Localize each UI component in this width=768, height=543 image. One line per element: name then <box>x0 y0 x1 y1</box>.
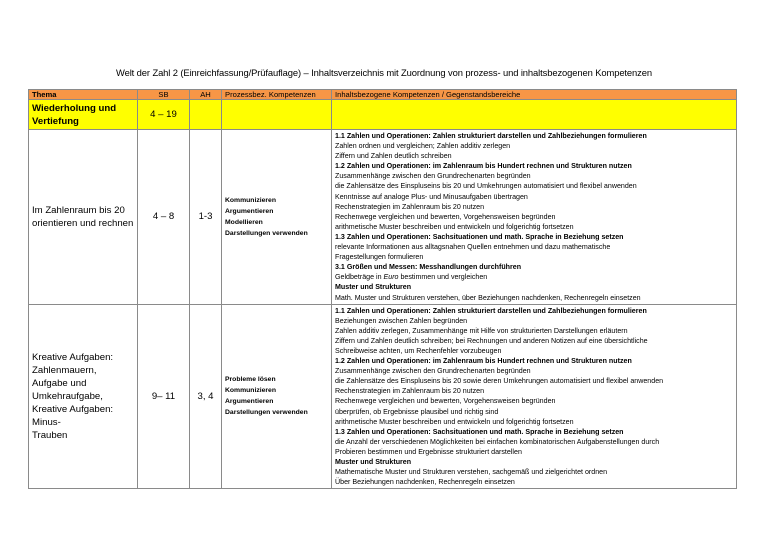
competency-line: Rechenstrategien im Zahlenraum bis 20 nutzen <box>335 202 485 211</box>
thema-line: Trauben <box>32 429 68 441</box>
competency-heading: 1.1 Zahlen und Operationen: Zahlen strukturiert darstellen und Zahlbeziehungen formulieren <box>335 132 647 140</box>
prozess-item: Darstellungen verwenden <box>225 229 308 237</box>
competency-line: Ziffern und Zahlen deutlich schreiben <box>335 152 452 161</box>
header-ah: AH <box>190 90 222 100</box>
row-ah: 3, 4 <box>190 304 222 489</box>
competency-line: Math. Muster und Strukturen verstehen, über Beziehungen nachdenken, Rechenregeln einsetzen <box>335 293 641 302</box>
competency-line: Zusammenhänge zwischen den Grundrechenarten begründen <box>335 172 531 181</box>
competency-line: Rechenwege vergleichen und bewerten, Vorgehensweisen begründen <box>335 397 556 406</box>
row-sb: 9– 11 <box>138 304 190 489</box>
competency-heading: 3.1 Größen und Messen: Messhandlungen durchführen <box>335 263 522 272</box>
competency-line: Fragestellungen formulieren <box>335 253 424 262</box>
competency-line: die Zahlensätze des Einspluseins bis 20 sowie deren Umkehrungen automatisiert und flexibel anwenden <box>335 377 664 386</box>
prozess-item: Kommunizieren <box>225 196 276 204</box>
prozess-item: Probleme lösen <box>225 376 276 384</box>
competency-line: relevante Informationen aus alltagsnahen Quellen entnehmen und dazu mathematische <box>335 243 611 252</box>
document-title: Welt der Zahl 2 (Einreichfassung/Prüfauflage) – Inhaltsverzeichnis mit Zuordnung von prozess- und inhaltsbezogenen Kompetenzen <box>116 67 652 78</box>
competency-heading: Muster und Strukturen <box>335 458 412 466</box>
competency-line: Kenntnisse auf analoge Plus- und Minusaufgaben übertragen <box>335 192 528 201</box>
table-row <box>29 304 737 489</box>
section-ah <box>190 100 222 130</box>
table-row <box>29 130 737 305</box>
competency-line: Zahlen ordnen und vergleichen; Zahlen additiv zerlegen <box>335 142 511 151</box>
competency-line: Schreibweise achten, um Rechenfehler vorzubeugen <box>335 346 502 355</box>
prozess-item: Darstellungen verwenden <box>225 409 308 417</box>
competency-heading: 1.3 Zahlen und Operationen: Sachsituationen und math. Sprache in Beziehung setzen <box>335 427 624 436</box>
prozess-item: Argumentieren <box>225 207 274 215</box>
thema-line: Aufgabe und <box>32 377 87 389</box>
row-sb: 4 – 8 <box>138 130 190 305</box>
competency-line: Rechenwege vergleichen und bewerten, Vorgehensweisen begründen <box>335 212 556 221</box>
prozess-item: Argumentieren <box>225 398 274 406</box>
thema-line: Kreative Aufgaben: Minus- <box>32 403 114 428</box>
thema-line: Umkehraufgabe, <box>32 390 103 402</box>
competency-heading: 1.2 Zahlen und Operationen: im Zahlenraum bis Hundert rechnen und Strukturen nutzen <box>335 162 632 171</box>
competency-line: Beziehungen zwischen Zahlen begründen <box>335 316 468 325</box>
thema-line: Kreative Aufgaben: <box>32 351 114 363</box>
row-inhalt <box>332 304 737 489</box>
header-sb: SB <box>138 90 190 100</box>
header-inhalt: Inhaltsbezogene Kompetenzen / Gegenstandsbereiche <box>332 90 737 100</box>
section-inhalt <box>332 100 737 130</box>
competency-line: die Zahlensätze des Einspluseins bis 20 und Umkehrungen automatisiert und flexibel anwenden <box>335 182 637 191</box>
section-prozess <box>222 100 332 130</box>
section-row <box>29 100 737 130</box>
competency-line: überprüfen, ob Ergebnisse plausibel und richtig sind <box>335 407 499 416</box>
row-thema <box>29 304 138 489</box>
competency-heading: 1.1 Zahlen und Operationen: Zahlen strukturiert darstellen und Zahlbeziehungen formulieren <box>335 306 647 315</box>
row-thema: Im Zahlenraum bis 20 orientieren und rechnen <box>29 130 138 305</box>
competency-heading: 1.2 Zahlen und Operationen: im Zahlenraum bis Hundert rechnen und Strukturen nutzen <box>335 357 632 366</box>
competency-line: Probieren bestimmen und Ergebnisse strukturiert darstellen <box>335 447 522 456</box>
competency-line: Ziffern und Zahlen deutlich schreiben; bei Rechnungen und anderen Notizen auf eine übersichtliche <box>335 336 648 345</box>
competency-line: Geldbeträge in Euro bestimmen und vergleichen <box>335 273 488 282</box>
competency-line: arithmetische Muster beschreiben und entwickeln und folgerichtig fortsetzen <box>335 222 574 231</box>
competency-line: Zahlen additiv zerlegen, Zusammenhänge mit Hilfe von strukturierten Darstellungen erläutern <box>335 326 628 335</box>
competency-line: Rechenstrategien im Zahlenraum bis 20 nutzen <box>335 387 485 396</box>
competency-line: Über Beziehungen nachdenken, Rechenregeln einsetzen <box>335 478 515 487</box>
header-thema: Thema <box>29 90 138 100</box>
competency-line: Mathematische Muster und Strukturen verstehen, sachgemäß und zielgerichtet ordnen <box>335 468 608 477</box>
row-ah: 1-3 <box>190 130 222 305</box>
section-sb: 4 – 19 <box>138 100 190 130</box>
section-thema: Wiederholung und Vertiefung <box>29 100 138 130</box>
row-prozess <box>222 304 332 489</box>
thema-line: Zahlenmauern, <box>32 364 97 376</box>
prozess-item: Kommunizieren <box>225 387 276 395</box>
competency-heading: Muster und Strukturen <box>335 283 412 292</box>
table-header-row <box>29 90 737 100</box>
row-inhalt <box>332 130 737 305</box>
header-prozess: Prozessbez. Kompetenzen <box>222 90 332 100</box>
competency-line: die Anzahl der verschiedenen Möglichkeiten bei einfachen kombinatorischen Aufgabenstellungen durch <box>335 437 660 446</box>
row-prozess <box>222 130 332 305</box>
competency-table <box>28 89 737 489</box>
prozess-item: Modellieren <box>225 218 263 226</box>
competency-line: Zusammenhänge zwischen den Grundrechenarten begründen <box>335 367 531 376</box>
competency-line: arithmetische Muster beschreiben und entwickeln und folgerichtig fortsetzen <box>335 417 574 426</box>
competency-heading: 1.3 Zahlen und Operationen: Sachsituationen und math. Sprache in Beziehung setzen <box>335 232 624 241</box>
